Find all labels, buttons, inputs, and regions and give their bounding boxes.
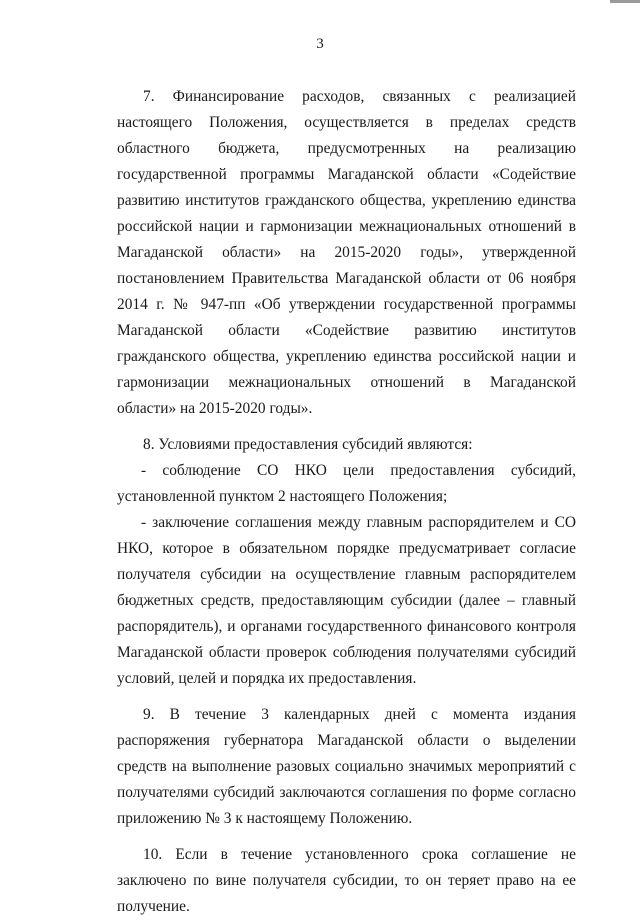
paragraph-8-item-1: - соблюдение СО НКО цели предоставления субсидий, установленной пунктом 2 настоящего Положения;	[117, 462, 576, 505]
paragraph-10: 10. Если в течение установленного срока соглашение не заключено по вине получателя субсидии, то он теряет право на ее получение.	[117, 846, 576, 915]
page-number: 3	[316, 36, 324, 52]
paragraph-8-item-2: - заключение соглашения между главным распорядителем и СО НКО, которое в обязательном порядке предусматривает согласие получателя субсидии на осуществление главным распорядителем бюджетных средств, предоставляющим субсидии (далее – главный распорядитель), и органами государственного финансового контроля Магаданской области проверок соблюдения получателями субсидий условий, целей и порядка их предоставления.	[117, 514, 576, 687]
corner-mark	[610, 0, 640, 3]
paragraph-9: 9. В течение 3 календарных дней с момента издания распоряжения губернатора Магаданской области о выделении средств на выполнение разовых социально значимых мероприятий с получателями субсидий заключаются соглашения по форме согласно приложению № 3 к настоящему Положению.	[117, 706, 576, 827]
paragraph-8: 8. Условиями предоставления субсидий являются:	[143, 436, 473, 453]
document-body	[117, 84, 576, 920]
paragraph-7: 7. Финансирование расходов, связанных с реализацией настоящего Положения, осуществляется в пределах средств областного бюджета, предусмотренных на реализацию государственной программы Магаданской области «Содействие развитию институтов гражданского общества, укреплению единства российской нации и гармонизации межнациональных отношений в Магаданской области» на 2015-2020 годы», утвержденной постановлением Правительства Магаданской области от 06 ноября 2014 г. № 947-пп «Об утверждении государственной программы Магаданской области «Содействие развитию институтов гражданского общества, укреплению единства российской нации и гармонизации межнациональных отношений в Магаданской области» на 2015-2020 годы».	[117, 88, 576, 417]
